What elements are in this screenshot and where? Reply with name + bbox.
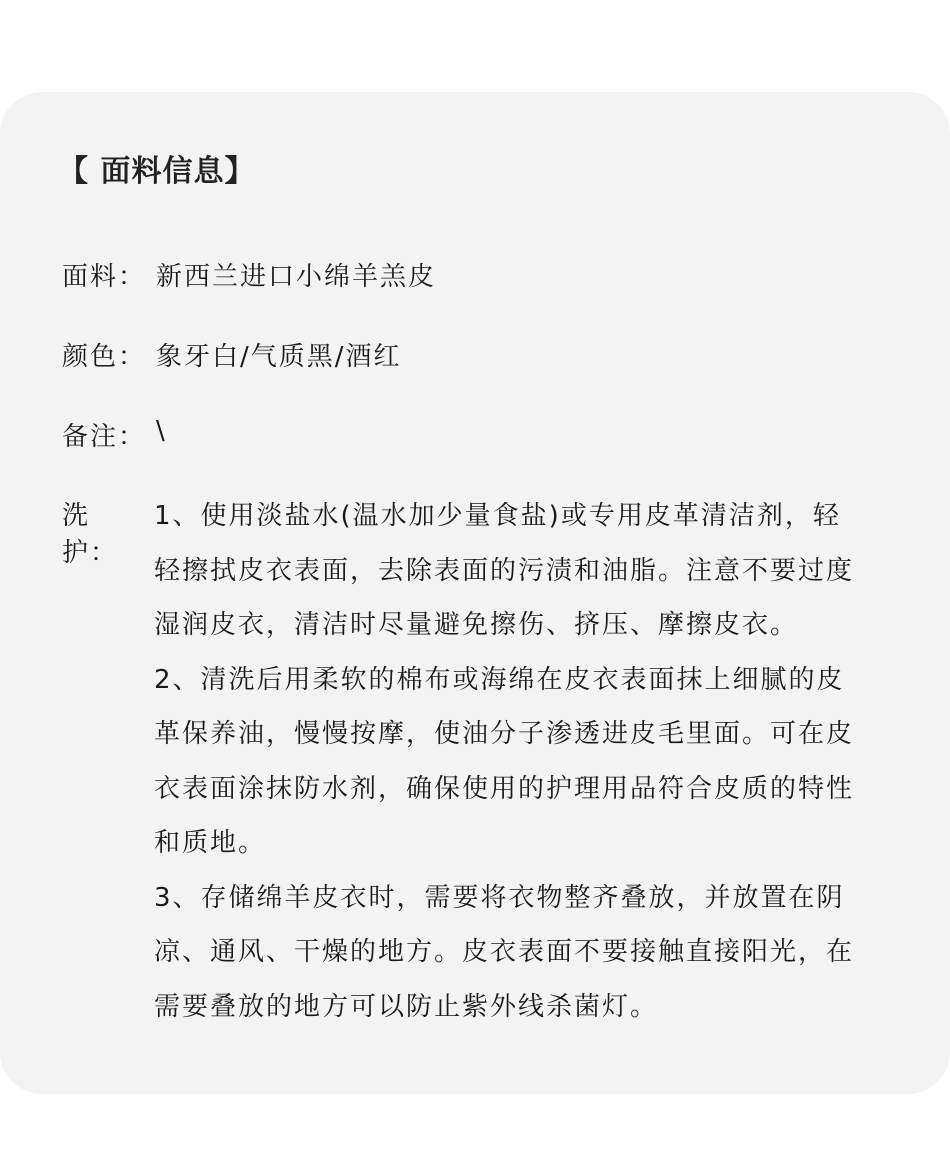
wash-line: 衣表面涂抹防水剂，确保使用的护理用品符合皮质的特性 [154,773,855,804]
section-title: 【 面料信息】 [58,154,256,189]
fabric-label: 面料： [62,262,147,292]
fabric-row [62,256,436,293]
color-row [62,336,402,373]
wash-label: 洗护： [62,501,119,568]
fabric-value: 新西兰进口小绵羊羔皮 [156,262,437,292]
wash-line: 2、清洗后用柔软的棉布或海绵在皮衣表面抹上细腻的皮 [154,664,845,695]
note-value: \ [156,416,167,446]
note-label: 备注： [62,422,147,452]
note-row [62,416,167,453]
wash-line: 革保养油，慢慢按摩，使油分子渗透进皮毛里面。可在皮 [154,719,855,749]
color-value: 象牙白/气质黑/酒红 [156,342,402,372]
wash-line: 湿润皮衣，清洁时尽量避免擦伤、挤压、摩擦皮衣。 [154,610,799,640]
wash-line: 3、存储绵羊皮衣时，需要将衣物整齐叠放，并放置在阴 [154,882,845,913]
wash-line: 轻擦拭皮衣表面，去除表面的污渍和油脂。注意不要过度 [154,555,855,586]
wash-line: 凉、通风、干燥的地方。皮衣表面不要接触直接阳光，在 [154,937,855,967]
color-label: 颜色： [62,342,147,372]
wash-instructions [154,495,950,1040]
wash-line: 需要叠放的地方可以防止紫外线杀菌灯。 [154,991,659,1022]
wash-line: 和质地。 [154,828,267,858]
wash-line: 1、使用淡盐水(温水加少量食盐)或专用皮革清洁剂，轻 [154,501,841,531]
